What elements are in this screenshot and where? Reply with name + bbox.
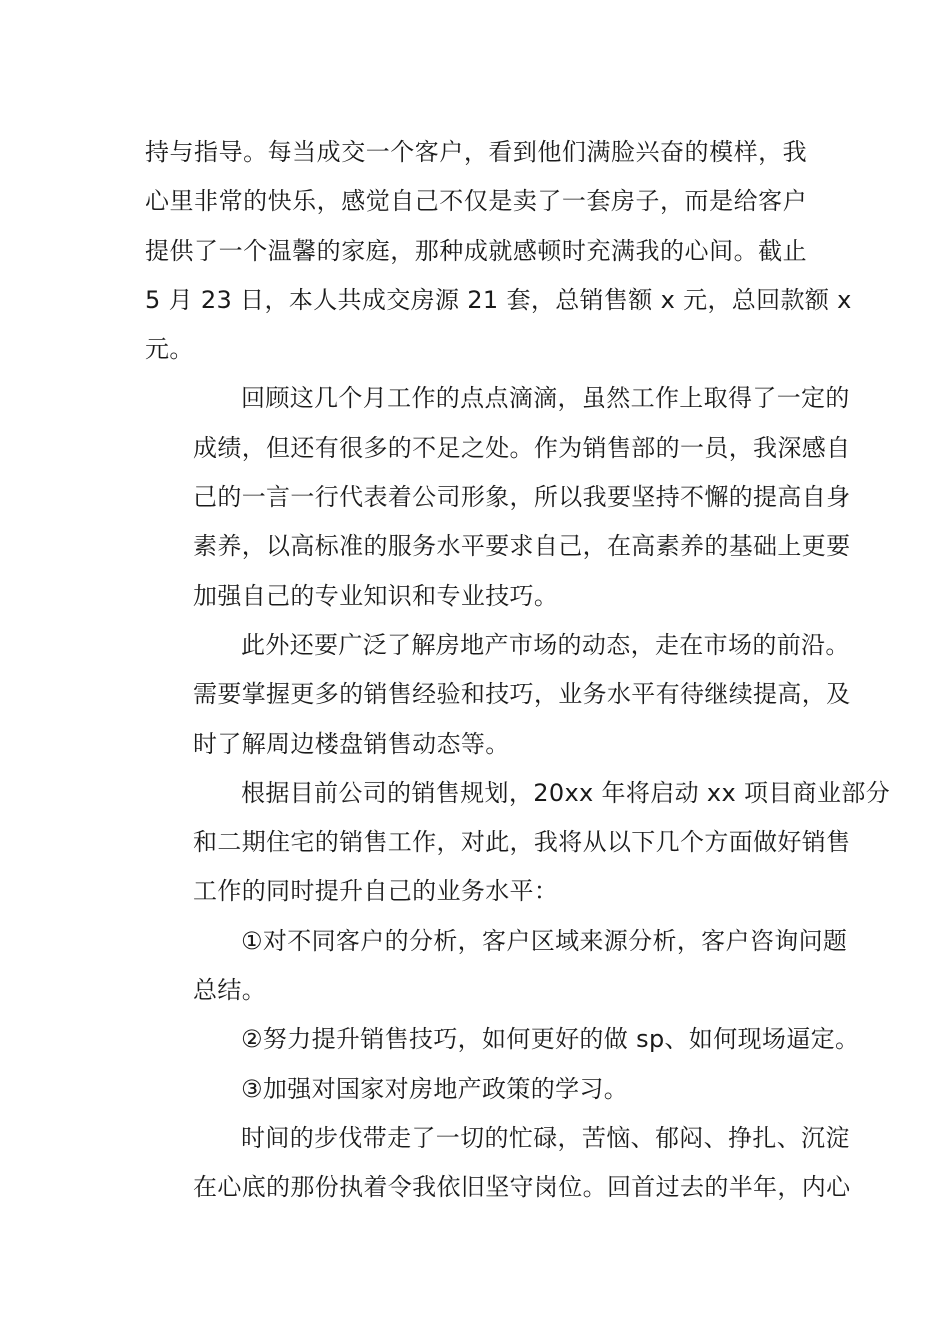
- text-line: 工作的同时提升自己的业务水平：: [193, 877, 559, 906]
- text-line: 总结。: [193, 976, 267, 1005]
- text-line: 此外还要广泛了解房地产市场的动态，走在市场的前沿。: [241, 630, 850, 659]
- paragraph-p7: [145, 1065, 807, 1114]
- paragraph-p6: [145, 1015, 860, 1064]
- text-line: 己的一言一行代表着公司形象，所以我要坚持不懈的提高自身: [193, 483, 851, 512]
- text-line: 在心底的那份执着令我依旧坚守岗位。回首过去的半年，内心: [193, 1173, 851, 1202]
- text-line: ③加强对国家对房地产政策的学习。: [241, 1074, 629, 1103]
- text-line: 元。: [145, 335, 194, 364]
- text-line: 持与指导。每当成交一个客户，看到他们满脸兴奋的模样，我: [145, 138, 807, 166]
- text-line: 需要掌握更多的销售经验和技巧，业务水平有待继续提高，及: [193, 680, 851, 709]
- text-line: 时间的步伐带走了一切的忙碌，苦恼、郁闷、挣扎、沉淀: [241, 1123, 850, 1152]
- text-line: 和二期住宅的销售工作，对此，我将从以下几个方面做好销售: [193, 828, 851, 857]
- text-line: ②努力提升销售技巧，如何更好的做 sp、如何现场逼定。: [241, 1025, 860, 1054]
- paragraph-p4: [145, 769, 891, 917]
- text-line: ①对不同客户的分析，客户区域来源分析，客户咨询问题: [241, 926, 848, 955]
- text-line: 根据目前公司的销售规划，20xx 年将启动 xx 项目商业部分: [241, 778, 891, 807]
- text-line: 加强自己的专业知识和专业技巧。: [193, 581, 559, 610]
- text-line: 时了解周边楼盘销售动态等。: [193, 729, 510, 758]
- paragraph-p2: [145, 374, 851, 620]
- text-line: 心里非常的快乐，感觉自己不仅是卖了一套房子，而是给客户: [145, 187, 807, 216]
- paragraph-p5: [145, 917, 848, 1016]
- paragraph-p3: [145, 621, 851, 769]
- paragraph-p1: [145, 128, 852, 374]
- text-line: 提供了一个温馨的家庭，那种成就感顿时充满我的心间。截止: [145, 236, 807, 265]
- text-line: 素养，以高标准的服务水平要求自己，在高素养的基础上更要: [193, 532, 851, 561]
- document-body: [145, 128, 891, 1213]
- paragraph-p8: [145, 1114, 851, 1213]
- text-line: 成绩，但还有很多的不足之处。作为销售部的一员，我深感自: [193, 433, 851, 462]
- text-line: 5 月 23 日，本人共成交房源 21 套，总销售额 x 元，总回款额 x: [145, 285, 852, 314]
- text-line: 回顾这几个月工作的点点滴滴，虽然工作上取得了一定的: [241, 384, 850, 413]
